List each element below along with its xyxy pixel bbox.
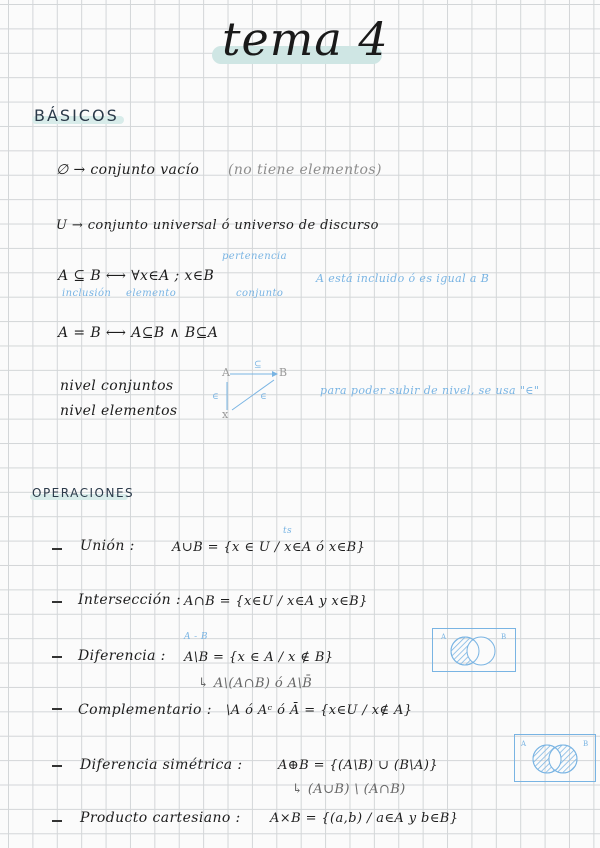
diagram-a: A (222, 366, 231, 379)
arrow-head-ab (272, 371, 278, 377)
bullet-dash (52, 548, 62, 550)
bullet-dash (52, 708, 62, 710)
diagram-sym-left: ∈ (212, 392, 220, 402)
diagram-sym-top: ⊆ (254, 360, 262, 370)
complementario-formula: \A ó Aᶜ ó Ā = {x∈U / x∉ A} (226, 703, 413, 718)
vacio-note: (no tiene elementos) (228, 162, 382, 178)
diferencia-formula: A\B = {x ∈ A / x ∉ B} (184, 650, 334, 665)
basicos-heading: BÁSICOS (34, 106, 119, 125)
page-title: tema 4 (222, 12, 389, 66)
inclusion-note: A está incluido ó es igual a B (316, 272, 490, 285)
vacio-line: ∅ → conjunto vacío (56, 162, 200, 178)
diagram-b: B (279, 366, 288, 379)
union-name: Unión : (80, 538, 135, 554)
diferencia-name: Diferencia : (78, 648, 166, 664)
simetrica-sub: ↳ (A∪B) \ (A∩B) (292, 782, 406, 797)
venn-diagram-simetrica (514, 734, 596, 782)
simetrica-name: Diferencia simétrica : (80, 757, 243, 773)
complementario-name: Complementario : (78, 702, 212, 718)
conjunto-label: conjunto (236, 288, 284, 299)
diferencia-note: A - B (184, 632, 208, 642)
simetrica-formula: A⊕B = {(A\B) ∪ (B\A)} (278, 758, 439, 773)
bullet-dash (52, 820, 62, 822)
svg-text:B: B (501, 633, 507, 641)
venn-simetrica-icon (515, 735, 595, 781)
bullet-dash (52, 765, 62, 767)
union-note: ts (283, 526, 293, 536)
diagram-x: x (222, 408, 229, 421)
igualdad-line: A = B ⟷ A⊆B ∧ B⊆A (58, 325, 219, 341)
operaciones-heading: OPERACIONES (32, 486, 135, 500)
venn-diagram-diferencia (432, 628, 516, 672)
cartesiano-formula: A×B = {(a,b) / a∈A y b∈B} (270, 811, 459, 826)
nivel-elementos: nivel elementos (60, 403, 178, 419)
bullet-dash (52, 601, 62, 603)
arrow-x-to-b (232, 380, 274, 410)
venn-diferencia-icon (433, 629, 515, 671)
bullet-dash (52, 656, 62, 658)
svg-text:A: A (521, 740, 527, 748)
universo-line: U → conjunto universal ó universo de discurso (56, 218, 379, 233)
interseccion-formula: A∩B = {x∈U / x∈A y x∈B} (184, 594, 368, 609)
diferencia-sub: ↳ A\(A∩B) ó A\B̄ (198, 676, 313, 691)
inclusion-line: A ⊆ B ⟷ ∀x∈A ; x∈B (58, 268, 215, 284)
diagram-sym-right: ∈ (260, 392, 268, 402)
union-formula: A∪B = {x ∈ U / x∈A ó x∈B} (172, 540, 366, 555)
elemento-label: elemento (126, 288, 177, 299)
nivel-conjuntos: nivel conjuntos (60, 378, 174, 394)
inclusion-label: inclusión (62, 288, 112, 299)
svg-text:B: B (583, 740, 589, 748)
interseccion-name: Intersección : (78, 592, 181, 608)
nivel-note: para poder subir de nivel, se usa "∈" (320, 384, 540, 397)
cartesiano-name: Producto cartesiano : (80, 810, 241, 826)
pertenencia-note: pertenencia (222, 251, 287, 262)
svg-text:A: A (441, 633, 447, 641)
